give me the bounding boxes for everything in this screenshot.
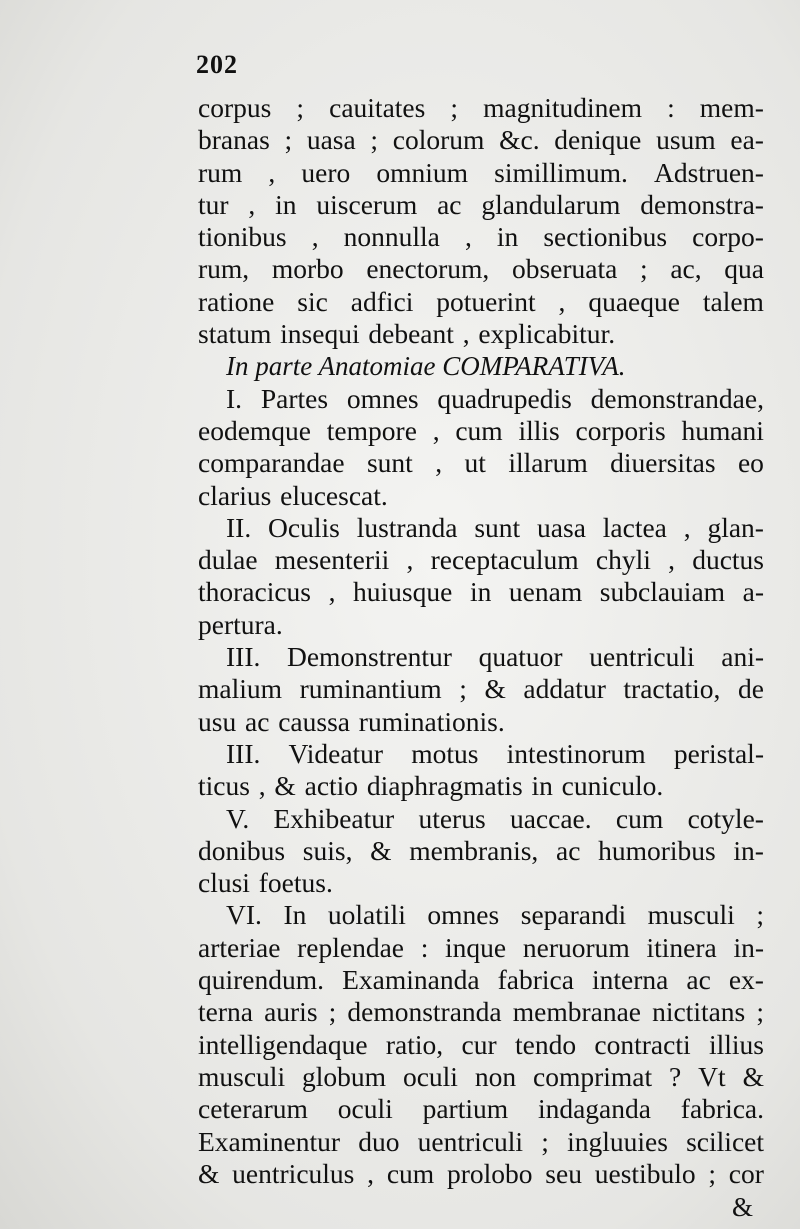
- word: mesenterii: [274, 544, 390, 576]
- word: musculi: [198, 1060, 286, 1092]
- text-line: [198, 383, 764, 415]
- paragraph-6: [198, 899, 764, 1190]
- text-line: [198, 738, 764, 770]
- word: globum: [302, 1060, 387, 1092]
- word: ratione: [198, 285, 275, 317]
- text-line: [198, 867, 764, 899]
- word: ac: [437, 188, 462, 220]
- word: uasa: [537, 511, 586, 543]
- word: ;: [708, 1157, 717, 1189]
- word: a-: [742, 576, 764, 608]
- word: &: [484, 673, 506, 705]
- text-line: [198, 964, 764, 996]
- word: ratio,: [385, 1028, 444, 1060]
- text-line: [198, 673, 764, 705]
- word: cur: [461, 1028, 497, 1060]
- word: diaphragmatis: [366, 770, 523, 802]
- text-line: [198, 253, 764, 285]
- word: cauitates: [329, 92, 426, 123]
- word: ;: [370, 124, 379, 156]
- word: ?: [669, 1060, 682, 1092]
- word: musculi: [647, 899, 735, 931]
- word: ;: [296, 92, 305, 123]
- word: ;: [756, 899, 764, 931]
- word: enectorum,: [366, 253, 490, 285]
- word: ex-: [728, 964, 764, 996]
- word: subclauiam: [599, 576, 726, 608]
- page-text: [198, 92, 764, 1190]
- word: membranae: [512, 996, 641, 1028]
- word: terna: [198, 996, 253, 1028]
- word: ,: [464, 221, 472, 253]
- word: humani: [681, 414, 764, 446]
- word: cum: [455, 414, 503, 446]
- word: uasa: [306, 124, 356, 156]
- word: explicabitur.: [478, 318, 616, 350]
- word: insequi: [280, 318, 360, 350]
- word: sectionibus: [543, 221, 668, 253]
- text-line: [198, 92, 764, 124]
- word: uaccae.: [509, 802, 592, 834]
- word: illius: [708, 1028, 764, 1060]
- word: III.: [226, 737, 261, 769]
- word: ;: [328, 996, 337, 1028]
- word: suis,: [302, 834, 353, 866]
- word: neruorum: [522, 931, 630, 963]
- word: itinera: [646, 931, 717, 963]
- word: tractatio,: [623, 673, 721, 705]
- word: indaganda: [537, 1093, 651, 1125]
- word: in-: [733, 834, 764, 866]
- word: corpo-: [692, 221, 764, 253]
- word: quadrupedis: [437, 382, 572, 414]
- paragraph-1: [198, 383, 764, 512]
- text-line: [198, 706, 764, 738]
- word: clarius: [198, 479, 272, 511]
- text-line: [198, 996, 764, 1028]
- word: ticus: [198, 770, 250, 802]
- word: talem: [702, 285, 764, 317]
- word: ;: [459, 673, 467, 705]
- word: quaeque: [588, 285, 680, 317]
- word: eodemque: [198, 414, 312, 446]
- text-line: [198, 899, 764, 931]
- word: sunt: [474, 511, 521, 543]
- text-line: [198, 544, 764, 576]
- word: demonstrandae,: [590, 382, 764, 414]
- word: usum: [656, 124, 716, 156]
- word: quirendum.: [198, 964, 325, 996]
- word: ceterarum: [198, 1093, 308, 1125]
- text-line: [198, 480, 764, 512]
- word: intestinorum: [506, 737, 646, 769]
- word: ac: [686, 964, 711, 996]
- word: replendae: [297, 931, 404, 963]
- word: uero: [301, 156, 351, 188]
- text-line: [198, 415, 764, 447]
- word: tempore: [326, 414, 417, 446]
- word: cum: [615, 802, 664, 834]
- word: Adstruen-: [653, 156, 764, 188]
- word: clusi: [198, 867, 250, 899]
- word: fabrica: [497, 964, 574, 996]
- word: ani-: [721, 641, 764, 673]
- text-line: [198, 932, 764, 964]
- word: In: [283, 899, 307, 931]
- word: simillimum.: [494, 156, 628, 188]
- word: prolobo: [446, 1157, 533, 1189]
- word: ,: [558, 285, 566, 317]
- word: addatur: [523, 673, 606, 705]
- text-line: [198, 803, 764, 835]
- word: obseruata: [511, 253, 618, 285]
- paragraph-intro: [198, 92, 764, 350]
- word: cor: [728, 1157, 764, 1189]
- word: &: [274, 770, 296, 802]
- text-line: [198, 318, 764, 350]
- word: qua: [724, 253, 764, 285]
- word: inque: [445, 931, 507, 963]
- word: comparandae: [198, 447, 345, 479]
- word: ;: [284, 124, 293, 156]
- word: foetus.: [258, 867, 333, 899]
- word: illis: [518, 414, 560, 446]
- word: corporis: [575, 414, 666, 446]
- word: II.: [226, 511, 252, 543]
- word: elucescat.: [280, 479, 388, 511]
- word: &: [370, 834, 392, 866]
- word: :: [667, 92, 675, 123]
- word: uiscerum: [316, 188, 418, 220]
- word: ductus: [692, 544, 764, 576]
- word: ,: [435, 447, 443, 479]
- text-line: [198, 189, 764, 221]
- word: omnium: [376, 156, 469, 188]
- word: &: [742, 1060, 764, 1092]
- word: ;: [541, 1125, 549, 1157]
- word: eo: [737, 447, 764, 479]
- word: in: [496, 221, 519, 253]
- word: lustranda: [356, 511, 458, 543]
- text-line: [198, 124, 764, 156]
- word: ;: [640, 253, 648, 285]
- word: intelligendaque: [198, 1028, 368, 1060]
- word: ac: [555, 834, 581, 866]
- word: uentriculus: [232, 1157, 355, 1189]
- word: uentriculi: [589, 641, 695, 673]
- word: ,: [258, 770, 266, 802]
- text-line: [198, 286, 764, 318]
- word: ;: [756, 996, 764, 1028]
- paragraph-2: [198, 512, 764, 641]
- word: pertura.: [198, 608, 283, 640]
- word: debeant: [368, 318, 454, 350]
- word: partium: [422, 1093, 509, 1125]
- text-line: [198, 512, 764, 544]
- word: denique: [554, 124, 642, 156]
- word: Examinentur: [198, 1125, 341, 1157]
- word: fabrica.: [680, 1093, 764, 1125]
- word: uolatili: [327, 899, 406, 931]
- word: usu: [198, 705, 237, 737]
- text-line: [198, 641, 764, 673]
- word: adfici: [350, 285, 414, 317]
- word: ac: [245, 705, 270, 737]
- word: VI.: [226, 899, 262, 931]
- word: receptaculum: [430, 544, 579, 576]
- word: donibus: [198, 834, 286, 866]
- word: tur: [198, 188, 229, 220]
- word: ,: [432, 414, 440, 446]
- word: glan-: [707, 511, 764, 543]
- word: dulae: [198, 544, 258, 576]
- word: cuniculo.: [561, 770, 664, 802]
- word: omnes: [427, 899, 500, 931]
- word: peristal-: [673, 737, 764, 769]
- word: illarum: [508, 447, 588, 479]
- word: nictitans: [652, 996, 746, 1028]
- text-line: [198, 835, 764, 867]
- word: ea-: [730, 124, 764, 156]
- word: Vt: [698, 1060, 726, 1092]
- text-line: [198, 157, 764, 189]
- catchword: &: [732, 1192, 754, 1222]
- word: ,: [683, 511, 691, 543]
- word: Partes: [260, 382, 329, 414]
- word: motus: [411, 737, 479, 769]
- word: lactea: [602, 511, 667, 543]
- word: thoracicus: [198, 576, 312, 608]
- paragraph-3: [198, 641, 764, 738]
- section-heading: In parte Anatomiae COMPARATIVA.: [226, 351, 626, 382]
- word: seu: [545, 1157, 582, 1189]
- text-line: [198, 447, 764, 479]
- word: membranis,: [409, 834, 539, 866]
- word: magnitudinem: [483, 92, 642, 123]
- word: in: [531, 770, 553, 802]
- word: &: [198, 1157, 220, 1189]
- word: omnes: [346, 382, 419, 414]
- word: mem-: [699, 92, 764, 123]
- word: caussa: [278, 705, 350, 737]
- word: I.: [226, 382, 243, 414]
- word: contracti: [594, 1028, 691, 1060]
- word: &c.: [499, 124, 540, 156]
- word: duo: [358, 1125, 400, 1157]
- word: morbo: [271, 253, 344, 285]
- word: nonnulla: [343, 221, 440, 253]
- word: arteriae: [198, 931, 281, 963]
- word: demonstranda: [347, 996, 502, 1028]
- word: oculi: [402, 1060, 458, 1092]
- word: Oculis: [268, 511, 340, 543]
- word: separandi: [520, 899, 627, 931]
- word: ,: [328, 576, 336, 608]
- word: rum: [198, 156, 243, 188]
- word: statum: [198, 318, 272, 350]
- paragraph-5: [198, 803, 764, 900]
- word: ruminationis.: [358, 705, 505, 737]
- word: ,: [668, 544, 675, 576]
- word: potuerint: [436, 285, 536, 317]
- word: in-: [733, 931, 764, 963]
- word: ;: [450, 92, 459, 123]
- page-number: 202: [196, 50, 238, 79]
- word: Exhibeatur: [273, 802, 395, 834]
- word: tendo: [514, 1028, 577, 1060]
- word: ,: [462, 318, 470, 350]
- word: tionibus: [198, 221, 287, 253]
- text-line: [198, 576, 764, 608]
- word: uenam: [508, 576, 583, 608]
- word: malium: [198, 673, 283, 705]
- word: comprimat: [533, 1060, 653, 1092]
- text-line: [198, 770, 764, 802]
- word: Examinanda: [342, 964, 480, 996]
- word: diuersitas: [610, 447, 716, 479]
- text-line: [198, 221, 764, 253]
- word: Videatur: [288, 737, 384, 769]
- text-line: [198, 1061, 764, 1093]
- word: in: [275, 188, 297, 220]
- word: uentriculi: [417, 1125, 524, 1157]
- word: glandularum: [481, 188, 621, 220]
- word: III.: [226, 641, 261, 673]
- text-line: [198, 609, 764, 641]
- word: ut: [464, 447, 486, 479]
- word: ,: [248, 188, 256, 220]
- word: ingluuies: [567, 1125, 668, 1157]
- word: branas: [198, 124, 270, 156]
- word: cotyle-: [687, 802, 764, 834]
- word: quatuor: [478, 641, 563, 673]
- word: demonstra-: [640, 188, 764, 220]
- word: ,: [367, 1157, 375, 1189]
- word: uestibulo: [594, 1157, 696, 1189]
- word: humoribus: [598, 834, 716, 866]
- word: ,: [268, 156, 276, 188]
- word: scilicet: [686, 1125, 764, 1157]
- word: chyli: [595, 544, 651, 576]
- text-line: [198, 1093, 764, 1125]
- word: :: [420, 931, 429, 963]
- word: ,: [311, 221, 319, 253]
- word: sunt: [366, 447, 413, 479]
- word: colorum: [392, 124, 485, 156]
- word: huiusque: [353, 576, 453, 608]
- word: uterus: [418, 802, 486, 834]
- word: oculi: [337, 1093, 393, 1125]
- word: interna: [591, 964, 669, 996]
- word: ac,: [670, 253, 702, 285]
- text-line: [198, 1126, 764, 1158]
- word: V.: [226, 802, 250, 834]
- text-line: [198, 1029, 764, 1061]
- word: ruminantium: [299, 673, 442, 705]
- word: auris: [264, 996, 318, 1028]
- word: non: [474, 1060, 517, 1092]
- paragraph-4: [198, 738, 764, 803]
- word: rum,: [198, 253, 250, 285]
- word: ,: [406, 544, 414, 576]
- word: actio: [304, 770, 359, 802]
- word: sic: [297, 285, 328, 317]
- word: in: [469, 576, 492, 608]
- text-line: [198, 1158, 764, 1190]
- word: corpus: [198, 92, 272, 123]
- word: cum: [386, 1157, 435, 1189]
- word: Demonstrentur: [286, 641, 452, 673]
- word: de: [737, 673, 764, 705]
